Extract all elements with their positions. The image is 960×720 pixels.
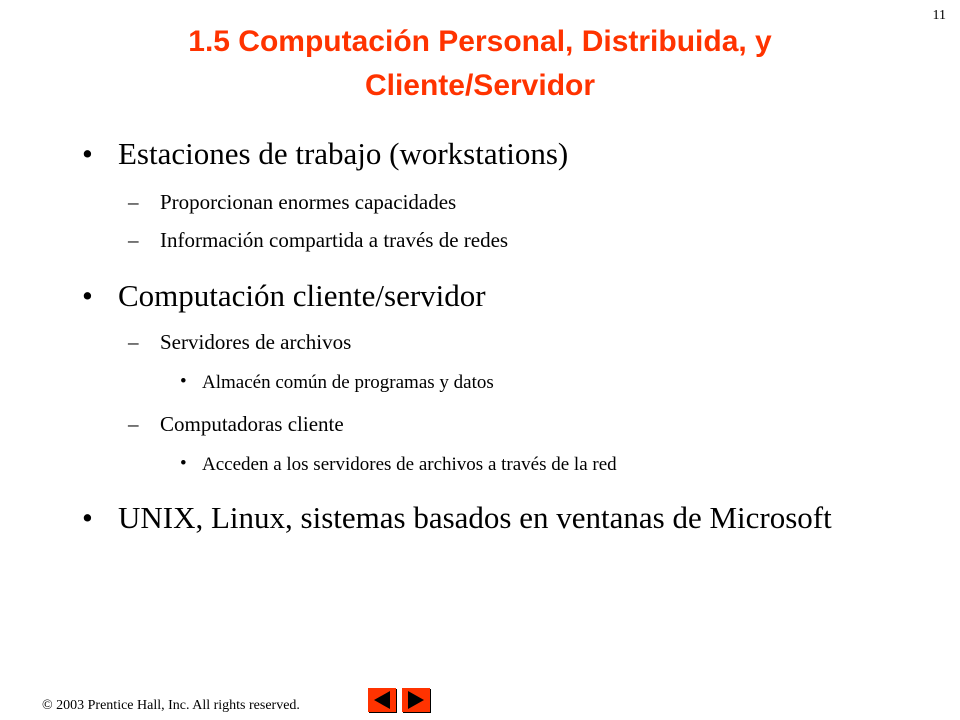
bullet-text: Estaciones de trabajo (workstations) — [118, 136, 569, 171]
right-triangle-icon — [408, 691, 424, 709]
sub-bullet-item — [128, 410, 960, 438]
sub-sub-bullet-text: Almacén común de programas y datos — [202, 372, 494, 393]
sub-bullet-text: Servidores de archivos — [160, 330, 352, 354]
bullet-icon: • — [82, 500, 93, 535]
slide-title — [60, 20, 900, 108]
bullet-icon: • — [82, 278, 93, 313]
slide-number: 11 — [932, 8, 946, 23]
sub-bullet-item — [128, 188, 960, 216]
dash-icon: – — [128, 330, 139, 354]
sub-bullet-text: Información compartida a través de redes — [160, 228, 509, 252]
bullet-item — [82, 134, 920, 174]
sub-sub-bullet-item — [180, 370, 960, 396]
title-line-1: 1.5 Computación Personal, Distribuida, y — [188, 25, 772, 58]
next-slide-button[interactable] — [402, 688, 430, 712]
slide-content — [0, 134, 960, 538]
previous-slide-button[interactable] — [368, 688, 396, 712]
bullet-icon: • — [82, 136, 93, 171]
bullet-item — [82, 498, 920, 538]
sub-bullet-item — [128, 226, 960, 254]
dash-icon: – — [128, 190, 139, 214]
sub-sub-bullet-item — [180, 452, 960, 478]
sub-bullet-item — [128, 328, 960, 356]
bullet-item — [82, 276, 920, 316]
dash-icon: – — [128, 412, 139, 436]
sub-sub-bullet-text: Acceden a los servidores de archivos a través de la red — [202, 454, 617, 475]
dash-icon: – — [128, 228, 139, 252]
title-line-2: Cliente/Servidor — [364, 69, 596, 102]
bullet-text: UNIX, Linux, sistemas basados en ventanas de Microsoft — [118, 500, 832, 535]
bullet-icon: • — [180, 453, 187, 474]
slide-navigation — [368, 688, 430, 712]
bullet-text: Computación cliente/servidor — [118, 278, 486, 313]
sub-bullet-text: Computadoras cliente — [160, 412, 344, 436]
left-triangle-icon — [374, 691, 390, 709]
sub-bullet-text: Proporcionan enormes capacidades — [160, 190, 457, 214]
copyright-notice: © 2003 Prentice Hall, Inc. All rights reserved. — [42, 698, 300, 713]
bullet-icon: • — [180, 371, 187, 392]
